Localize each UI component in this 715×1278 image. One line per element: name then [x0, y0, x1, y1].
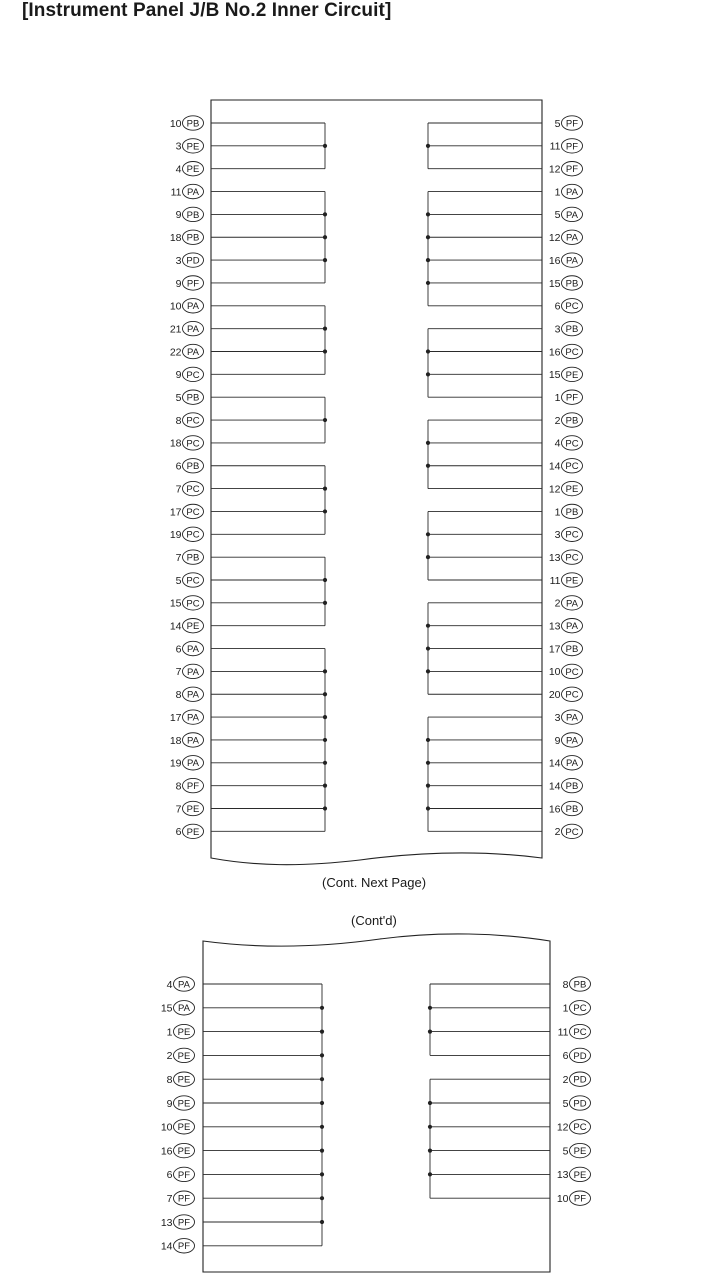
connector-code: PA: [187, 324, 199, 336]
connector-code: PC: [565, 666, 579, 678]
pin-number: 20: [548, 689, 561, 702]
pin-number: 21: [169, 323, 182, 336]
junction-dot: [320, 1077, 324, 1081]
connector-code: PA: [566, 232, 578, 244]
pin-number: 8: [175, 689, 182, 702]
connector-code: PA: [187, 186, 199, 198]
connector-code: PA: [187, 643, 199, 655]
junction-dot: [320, 1030, 324, 1034]
continued-next-page-note: (Cont. Next Page): [322, 875, 427, 890]
pin-number: 4: [175, 163, 182, 176]
connector-code: PE: [186, 164, 200, 176]
junction-dot: [320, 1053, 324, 1057]
connector-code: PB: [565, 278, 579, 290]
connector-code: PC: [565, 689, 579, 701]
connector-code: PC: [186, 529, 200, 541]
pin-number: 13: [548, 551, 561, 564]
pin-number: 5: [554, 209, 561, 222]
connector-code: PE: [186, 141, 200, 153]
connector-code: PA: [566, 712, 578, 724]
pin-number: 16: [548, 346, 561, 359]
pin-number: 11: [549, 574, 561, 587]
connector-code: PF: [177, 1169, 191, 1181]
connector-code: PA: [566, 255, 578, 267]
junction-dot: [426, 669, 430, 673]
pin-number: 4: [554, 437, 561, 450]
junction-dot: [323, 784, 327, 788]
pin-number: 9: [166, 1097, 173, 1110]
pin-number: 14: [548, 757, 561, 770]
connector-code: PB: [186, 209, 200, 221]
pin-labels-layer: [161, 116, 591, 1253]
pin-number: 12: [548, 232, 561, 245]
connector-code: PC: [186, 506, 200, 518]
connector-code: PA: [187, 346, 199, 358]
pin-number: 2: [554, 414, 561, 427]
pin-number: 17: [169, 506, 182, 519]
junction-dot: [323, 144, 327, 148]
connector-code: PC: [186, 415, 200, 427]
connector-code: PE: [177, 1050, 191, 1062]
junction-dot: [426, 761, 430, 765]
junction-dot: [323, 349, 327, 353]
connector-code: PF: [565, 141, 579, 153]
connector-code: PC: [565, 438, 579, 450]
pin-number: 10: [160, 1121, 173, 1134]
junction-dot: [323, 418, 327, 422]
junction-dot: [426, 624, 430, 628]
pin-number: 17: [169, 711, 182, 724]
pin-number: 1: [554, 186, 561, 199]
junction-dot: [426, 281, 430, 285]
junction-dot: [323, 487, 327, 491]
connector-code: PB: [186, 232, 200, 244]
connector-code: PE: [573, 1146, 587, 1157]
connector-code: PF: [573, 1193, 587, 1205]
junction-dot: [323, 327, 327, 331]
connector-code: PC: [565, 552, 579, 564]
junction-dot: [428, 1006, 432, 1010]
connector-code: PE: [177, 1074, 191, 1086]
connector-code: PB: [565, 643, 579, 655]
junction-dot: [323, 806, 327, 810]
junction-dot: [426, 235, 430, 239]
junction-dot: [428, 1101, 432, 1105]
connector-code: PF: [177, 1193, 191, 1205]
pin-number: 12: [548, 483, 561, 496]
page-title: [Instrument Panel J/B No.2 Inner Circuit]: [22, 0, 392, 21]
pin-number: 11: [170, 186, 182, 199]
pin-number: 10: [169, 300, 182, 313]
pin-number: 18: [169, 437, 182, 450]
connector-code: PE: [186, 621, 200, 633]
junction-dot: [320, 1125, 324, 1129]
junction-dot: [426, 464, 430, 468]
junction-dot: [426, 738, 430, 742]
junction-dot: [323, 715, 327, 719]
junction-dot: [323, 601, 327, 605]
junction-dot: [426, 144, 430, 148]
pin-number: 10: [548, 666, 561, 679]
pin-number: 5: [562, 1145, 569, 1158]
junction-dot: [320, 1006, 324, 1010]
pin-number: 15: [160, 1002, 173, 1015]
pin-number: 19: [169, 529, 182, 542]
connector-code: PA: [566, 621, 578, 633]
junction-dot: [323, 578, 327, 582]
pin-number: 5: [554, 117, 561, 130]
connector-code: PA: [187, 758, 199, 770]
connector-code: PC: [565, 529, 579, 541]
connector-code: PA: [187, 666, 199, 678]
connector-code: PA: [187, 735, 199, 747]
pin-number: 2: [166, 1050, 173, 1063]
pin-number: 5: [562, 1097, 569, 1110]
connector-code: PB: [565, 803, 579, 815]
connector-code: PA: [187, 689, 199, 701]
junction-dot: [320, 1196, 324, 1200]
pin-number: 4: [166, 978, 173, 991]
connector-code: PA: [178, 979, 190, 991]
junction-dot: [323, 738, 327, 742]
connector-code: PE: [177, 1146, 191, 1157]
pin-number: 1: [554, 392, 561, 404]
connector-code: PC: [186, 484, 200, 495]
pin-number: 2: [554, 826, 561, 839]
pin-number: 3: [554, 711, 561, 724]
pin-number: 6: [166, 1169, 173, 1182]
connector-code: PB: [565, 781, 579, 793]
connector-code: PB: [565, 324, 579, 336]
connector-code: PB: [186, 552, 200, 564]
junction-dot: [323, 509, 327, 513]
connector-code: PE: [177, 1027, 191, 1038]
pin-number: 10: [556, 1193, 569, 1205]
junction-dot: [320, 1220, 324, 1224]
pin-number: 11: [557, 1026, 569, 1039]
junction-dot: [426, 532, 430, 536]
connector-code: PE: [177, 1122, 191, 1134]
pin-number: 5: [175, 574, 182, 587]
connector-code: PC: [573, 1122, 587, 1134]
pin-number: 16: [160, 1145, 173, 1158]
connector-code: PC: [573, 1003, 587, 1015]
junction-dot: [323, 761, 327, 765]
pin-number: 7: [166, 1193, 173, 1205]
connector-code: PB: [186, 461, 200, 473]
connector-code: PB: [573, 979, 587, 991]
pin-number: 7: [175, 483, 182, 496]
junction-dot: [426, 555, 430, 559]
connector-code: PF: [177, 1217, 191, 1229]
connector-code: PC: [565, 346, 579, 358]
pin-number: 7: [175, 551, 182, 564]
pin-number: 2: [562, 1074, 569, 1086]
junction-dot: [428, 1149, 432, 1153]
connector-code: PC: [186, 438, 200, 450]
pin-number: 8: [175, 780, 182, 793]
connector-code: PE: [565, 484, 579, 495]
pin-number: 9: [175, 369, 182, 382]
pin-number: 3: [175, 254, 182, 267]
connector-code: PB: [186, 392, 200, 404]
pin-number: 3: [554, 529, 561, 542]
pin-number: 10: [169, 117, 182, 130]
pin-number: 9: [175, 277, 182, 290]
junction-dot: [426, 372, 430, 376]
pin-number: 7: [175, 803, 182, 816]
pin-number: 18: [169, 232, 182, 245]
pin-number: 6: [175, 643, 182, 656]
junction-dot: [426, 212, 430, 216]
pin-number: 3: [175, 140, 182, 153]
pin-number: 13: [548, 620, 561, 633]
connector-code: PD: [573, 1050, 587, 1062]
pin-number: 13: [160, 1216, 173, 1229]
connector-code: PC: [186, 369, 200, 381]
pin-number: 9: [554, 734, 561, 747]
connector-code: PE: [186, 826, 200, 838]
junction-dot: [320, 1101, 324, 1105]
pin-number: 6: [554, 300, 561, 313]
connector-code: PD: [186, 255, 200, 267]
junction-dot: [428, 1030, 432, 1034]
connector-code: PF: [565, 118, 579, 130]
pin-number: 5: [175, 392, 182, 404]
pin-number: 11: [549, 140, 561, 153]
junction-dot: [320, 1149, 324, 1153]
pin-number: 18: [169, 734, 182, 747]
junction-dot: [323, 692, 327, 696]
connector-code: PF: [177, 1241, 191, 1253]
junction-dot: [323, 258, 327, 262]
wires-layer: [203, 123, 550, 1246]
pin-number: 16: [548, 254, 561, 267]
connector-code: PA: [566, 209, 578, 221]
junction-dot: [323, 235, 327, 239]
pin-number: 14: [548, 460, 561, 473]
connector-code: PA: [566, 186, 578, 198]
connector-code: PD: [573, 1074, 587, 1086]
connector-code: PA: [187, 301, 199, 313]
pin-number: 3: [554, 323, 561, 336]
pin-number: 12: [548, 163, 561, 176]
connector-code: PF: [186, 278, 200, 290]
junction-dot: [426, 258, 430, 262]
pin-number: 1: [554, 506, 561, 519]
pin-number: 8: [175, 414, 182, 427]
pin-number: 13: [556, 1169, 569, 1182]
junction-dot: [426, 441, 430, 445]
connector-code: PC: [186, 575, 200, 587]
junction-dot: [428, 1125, 432, 1129]
pin-number: 22: [169, 346, 182, 359]
connector-code: PF: [186, 781, 200, 793]
connector-code: PB: [186, 118, 200, 130]
junction-dot: [323, 212, 327, 216]
junction-dot: [426, 646, 430, 650]
junction-dot: [320, 1172, 324, 1176]
pin-number: 17: [548, 643, 561, 656]
pin-number: 15: [169, 597, 182, 610]
connector-code: PC: [573, 1027, 587, 1038]
junction-dot: [428, 1172, 432, 1176]
connector-code: PE: [565, 575, 579, 587]
pin-number: 14: [169, 620, 182, 633]
connector-code: PA: [178, 1003, 190, 1015]
connector-code: PE: [186, 803, 200, 815]
pin-number: 1: [562, 1002, 569, 1015]
pin-number: 12: [556, 1121, 569, 1134]
pin-number: 2: [554, 597, 561, 610]
pin-number: 14: [548, 780, 561, 793]
connector-code: PD: [573, 1098, 587, 1110]
continued-note: (Cont'd): [351, 913, 397, 928]
connector-code: PF: [565, 392, 579, 404]
connector-code: PC: [565, 461, 579, 473]
pin-number: 16: [548, 803, 561, 816]
pin-number: 9: [175, 209, 182, 222]
junction-dot: [323, 669, 327, 673]
connector-code: PE: [177, 1098, 191, 1110]
pin-number: 7: [175, 666, 182, 679]
connector-code: PC: [565, 301, 579, 313]
pin-number: 8: [562, 978, 569, 991]
connector-code: PC: [565, 826, 579, 838]
pin-number: 6: [562, 1050, 569, 1063]
connector-code: PF: [565, 164, 579, 176]
connector-code: PB: [565, 506, 579, 518]
connector-code: PA: [566, 735, 578, 747]
connector-code: PE: [565, 369, 579, 381]
connector-code: PA: [187, 712, 199, 724]
connector-code: PC: [186, 598, 200, 610]
pin-number: 14: [160, 1240, 173, 1253]
pin-number: 6: [175, 460, 182, 473]
pin-number: 15: [548, 369, 561, 382]
pin-number: 1: [166, 1026, 173, 1039]
pin-number: 6: [175, 826, 182, 839]
connector-code: PB: [565, 415, 579, 427]
connector-code: PA: [566, 758, 578, 770]
connector-code: PA: [566, 598, 578, 610]
junction-dot: [426, 806, 430, 810]
junction-dot: [426, 784, 430, 788]
pin-number: 8: [166, 1074, 173, 1086]
pin-number: 15: [548, 277, 561, 290]
junction-dot: [426, 349, 430, 353]
connector-code: PE: [573, 1169, 587, 1181]
pin-number: 19: [169, 757, 182, 770]
